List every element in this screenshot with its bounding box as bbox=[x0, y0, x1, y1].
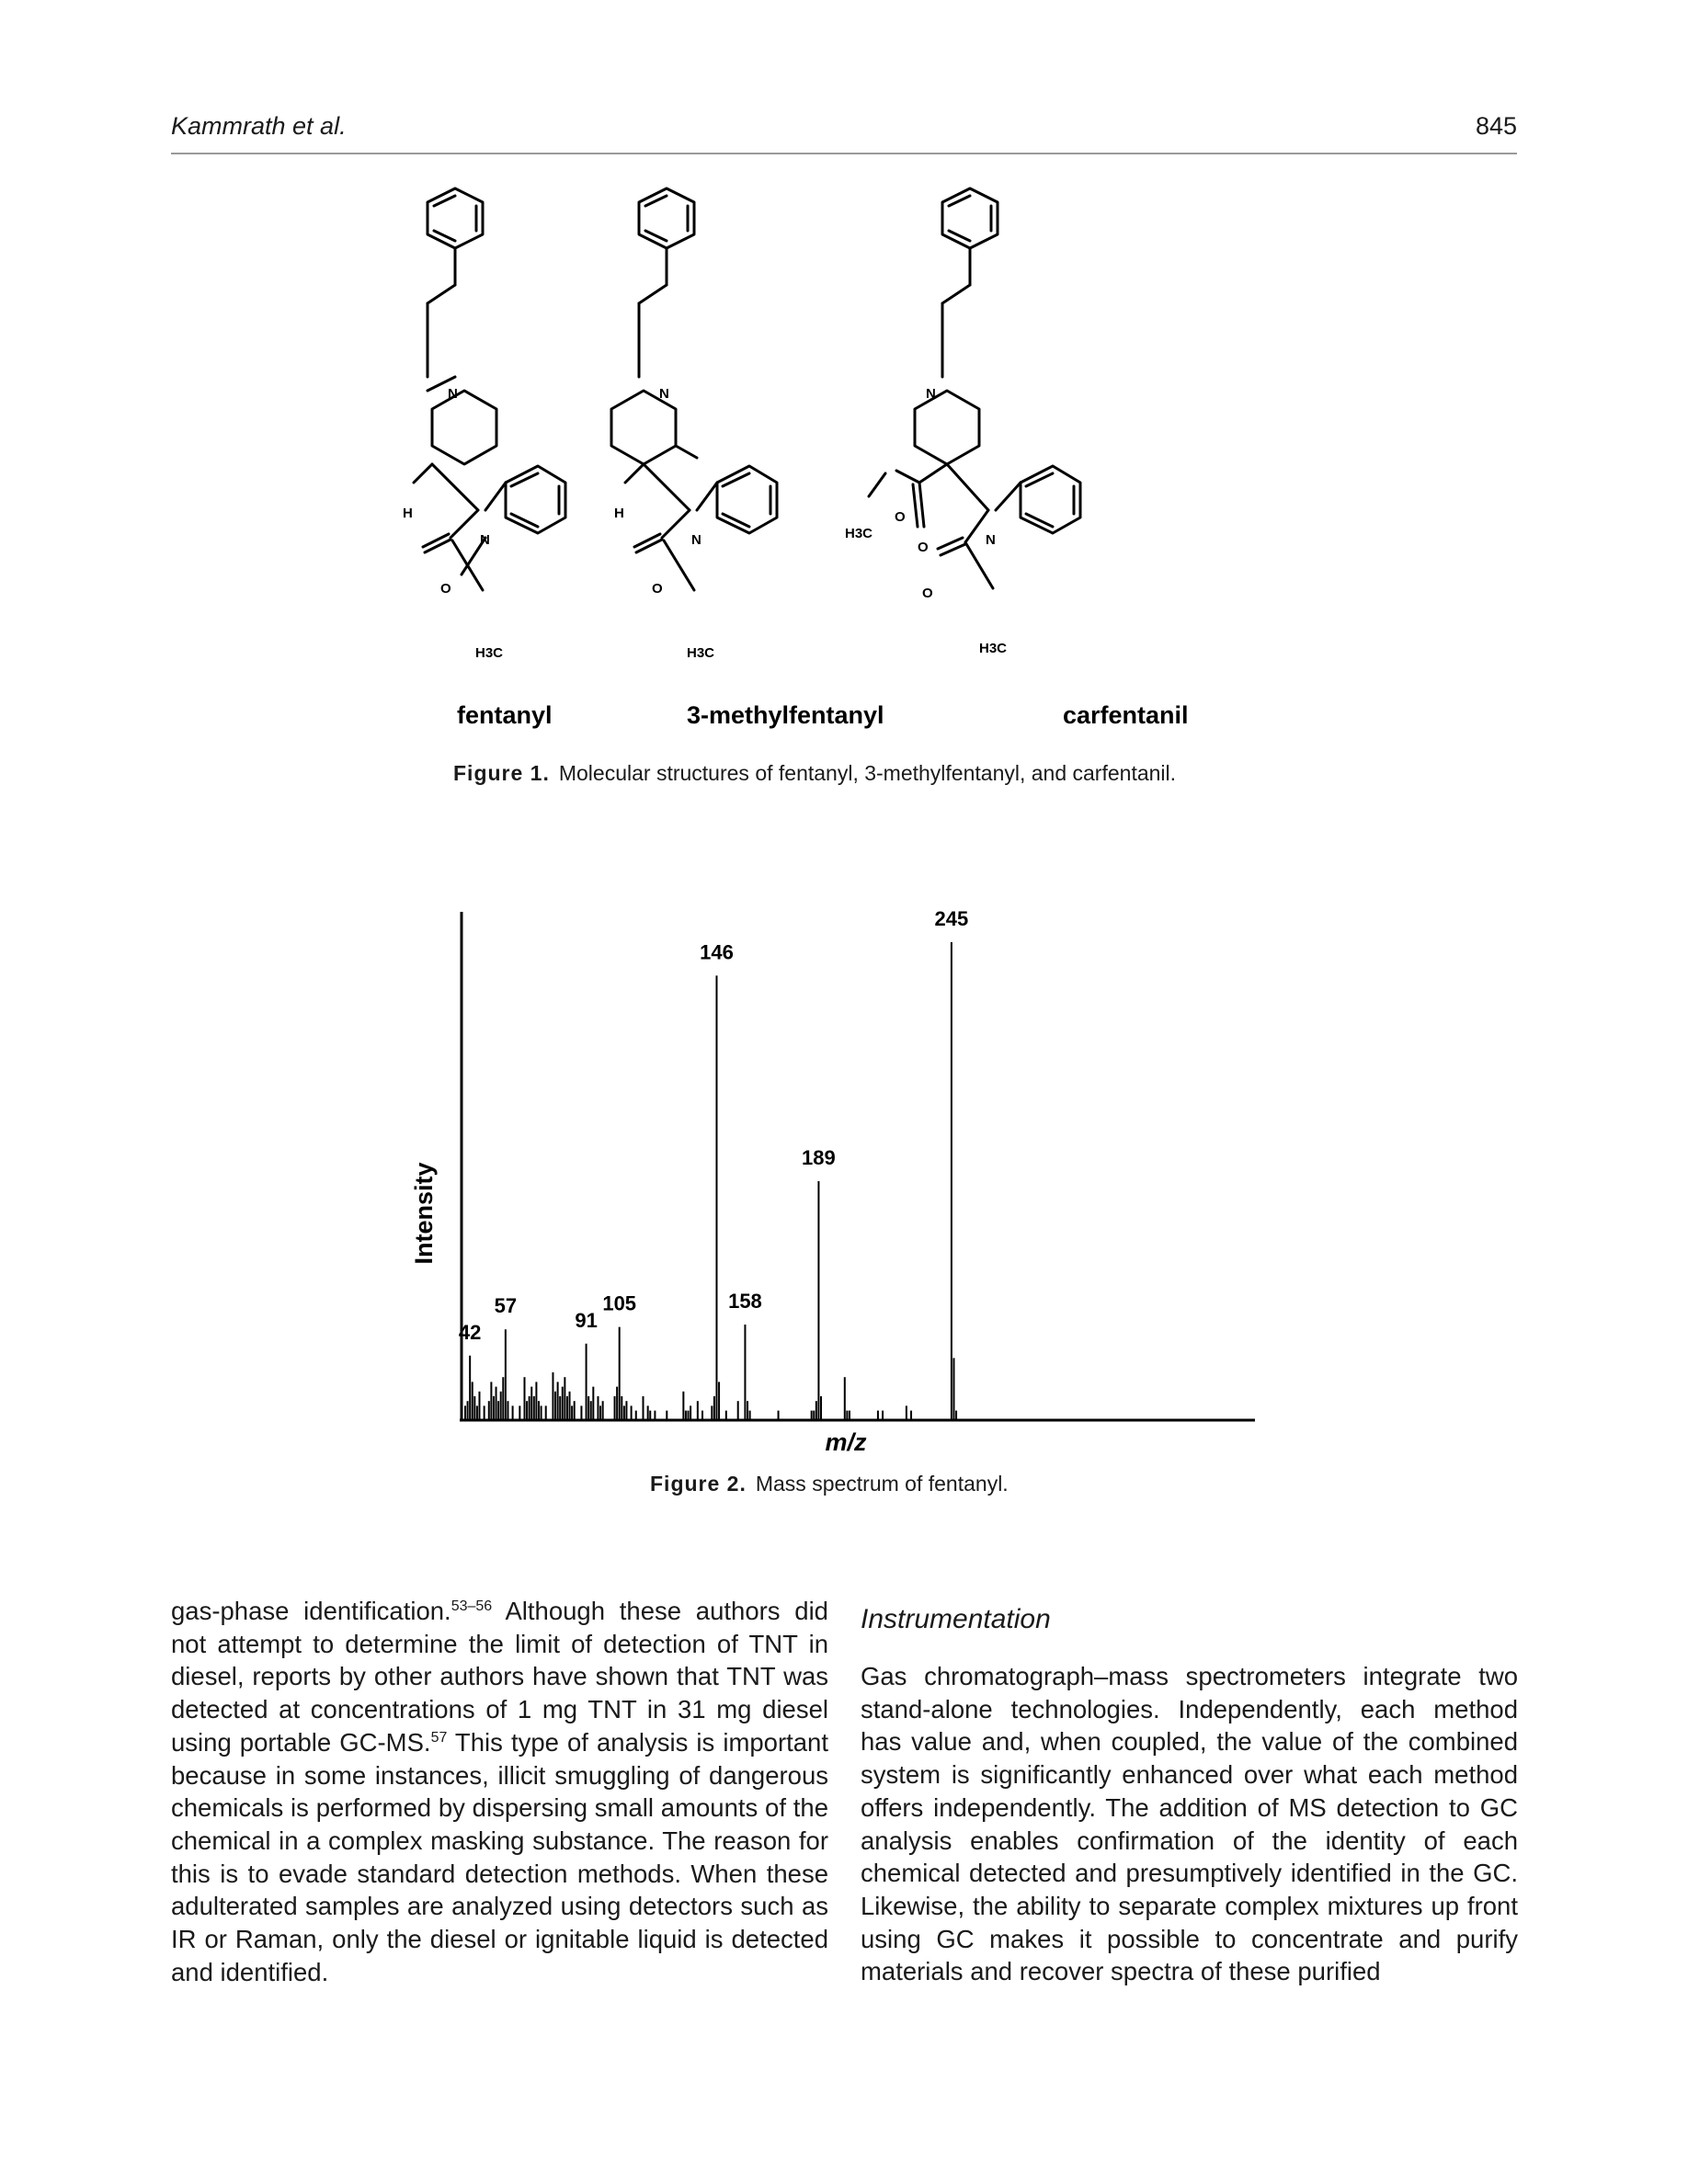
peak-label: 189 bbox=[802, 1146, 836, 1169]
atom-n: N bbox=[926, 386, 936, 402]
text-run: gas-phase identification. bbox=[171, 1597, 451, 1625]
left-paragraph bbox=[171, 1595, 828, 1988]
peak-label: 57 bbox=[494, 1294, 518, 1318]
molecule-name-carfentanil: carfentanil bbox=[1063, 701, 1189, 729]
atom-h3c: H3C bbox=[979, 641, 1008, 656]
figure-2-label: Figure 2. bbox=[650, 1472, 747, 1496]
right-column bbox=[861, 1660, 1518, 1988]
peak-label: 158 bbox=[728, 1290, 762, 1313]
peak-label: 245 bbox=[934, 907, 969, 930]
fentanyl-structure bbox=[414, 188, 565, 590]
3-methylfentanyl-structure bbox=[611, 188, 777, 590]
text-run: Although these authors did not attempt to determine the limit of detection of TNT in diesel, reports by other authors have shown that TNT was detected at concentrations of 1 mg TNT in 31 mg diesel using portable GC-MS. bbox=[171, 1597, 828, 1757]
atom-h3c: H3C bbox=[475, 645, 504, 661]
molecule-name-fentanyl: fentanyl bbox=[457, 701, 553, 729]
atom-o: O bbox=[922, 586, 933, 601]
peak-label: 91 bbox=[575, 1308, 598, 1332]
atom-o: O bbox=[895, 509, 906, 525]
carfentanil-structure bbox=[869, 188, 1080, 588]
atom-h3c: H3C bbox=[845, 526, 873, 541]
peak-label: 42 bbox=[458, 1320, 482, 1344]
peak-label: 105 bbox=[602, 1291, 637, 1315]
y-axis-label: Intensity bbox=[410, 1162, 438, 1265]
atom-h3c: H3C bbox=[687, 645, 715, 661]
peak-label: 146 bbox=[700, 940, 734, 964]
figure-1-caption-text: Molecular structures of fentanyl, 3-methylfentanyl, and carfentanil. bbox=[558, 761, 1177, 785]
x-axis-label: m/z bbox=[825, 1428, 867, 1456]
atom-n: N bbox=[691, 532, 701, 548]
page-number: 845 bbox=[1475, 112, 1517, 140]
atom-h: H bbox=[403, 506, 413, 521]
figure-2-mass-spectrum bbox=[405, 901, 1269, 1456]
left-column bbox=[171, 1595, 828, 1988]
citation-superscript: 53–56 bbox=[451, 1598, 493, 1614]
figure-2-caption bbox=[650, 1472, 1009, 1496]
atom-o: O bbox=[918, 540, 929, 555]
citation-superscript: 57 bbox=[430, 1729, 448, 1746]
figure-1-molecular-structures bbox=[405, 179, 1287, 749]
figure-2-caption-text: Mass spectrum of fentanyl. bbox=[755, 1472, 1009, 1496]
page-header bbox=[171, 108, 1517, 154]
atom-n: N bbox=[659, 386, 669, 402]
atom-n: N bbox=[480, 532, 490, 548]
figure-1-caption bbox=[453, 761, 1176, 786]
atom-n: N bbox=[448, 386, 458, 402]
figure-1-label: Figure 1. bbox=[453, 761, 550, 785]
atom-h: H bbox=[614, 506, 624, 521]
running-head: Kammrath et al. bbox=[171, 112, 347, 140]
section-heading: Instrumentation bbox=[861, 1604, 1051, 1634]
molecule-name-3-methylfentanyl: 3-methylfentanyl bbox=[687, 701, 884, 729]
atom-o: O bbox=[440, 581, 451, 597]
text-run: This type of analysis is important because in some instances, illicit smuggling of dangerous chemicals is performed by dispersing small amounts of the chemical in a complex masking substance. The reason for this is to evade standard detection methods. When these adulterated samples are analyzed using detectors such as IR or Raman, only the diesel or ignitable liquid is detected and identified. bbox=[171, 1727, 828, 1986]
atom-n: N bbox=[986, 532, 996, 548]
atom-o: O bbox=[652, 581, 663, 597]
right-paragraph: Gas chromatograph–mass spectrometers integrate two stand-alone technologies. Independently, each method has value and, when coupled, the value of the combined system is significantly enhanced over what each method offers independently. The addition of MS detection to GC analysis enables confirmation of the identity of each chemical detected and presumptively identified in the GC. Likewise, the ability to separate complex mixtures up front using GC makes it possible to concentrate and purify materials and recover spectra of these purified bbox=[861, 1662, 1518, 1986]
